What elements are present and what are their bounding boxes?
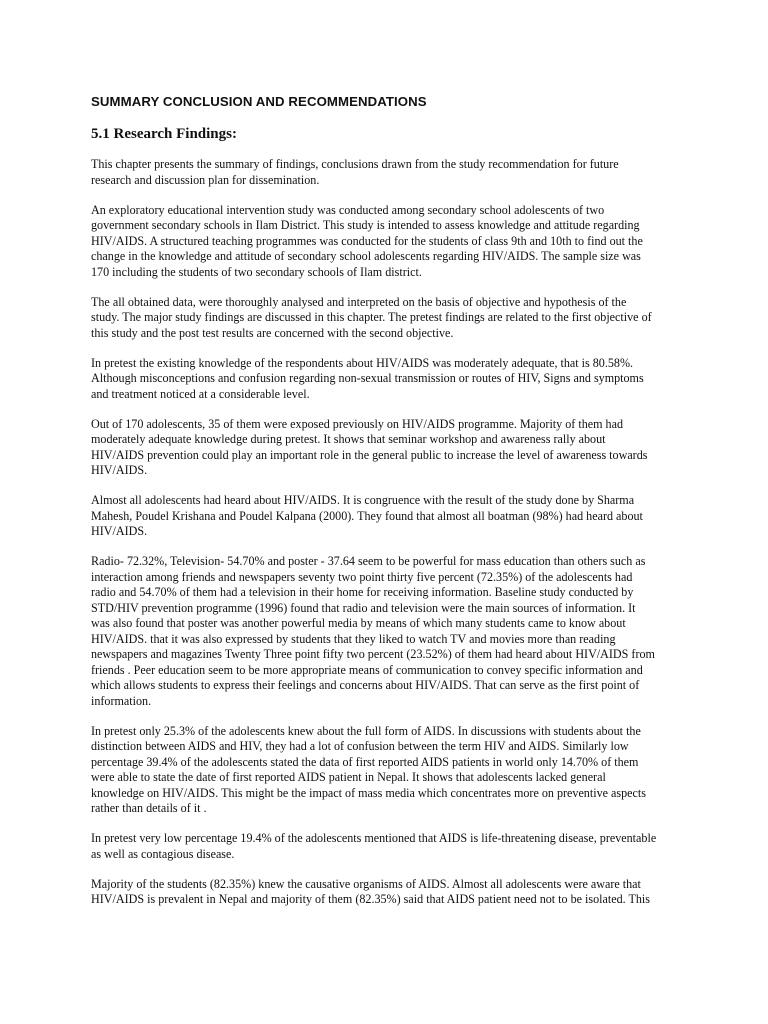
chapter-title: SUMMARY CONCLUSION AND RECOMMENDATIONS bbox=[91, 94, 427, 109]
paragraph-causative-organisms: Majority of the students (82.35%) knew the causative organisms of AIDS. Almost all adolescents were aware that HIV/AIDS is prevalent in Nepal and majority of them (82.35%) said that AIDS patient need not to be isolated. This bbox=[91, 876, 650, 906]
paragraph-data-analysis: The all obtained data, were thoroughly analysed and interpreted on the basis of objective and hypothesis of the study. The major study findings are discussed in this chapter. The pretest findings are related to the first objective of this study and the post test results are concerned with the second objective. bbox=[91, 294, 652, 340]
document-body bbox=[91, 93, 685, 922]
section-title: 5.1 Research Findings: bbox=[91, 126, 237, 142]
paragraph-study-design: An exploratory educational intervention study was conducted among secondary school adolescents of two government secondary schools in Ilam District. This study is intended to assess knowledge and attitude regarding HIV/AIDS. A structured teaching programmes was conducted for the students of class 9th and 10th to find out the change in the knowledge and attitude of secondary school adolescents regarding HIV/AIDS. The sample size was 170 including the students of two secondary schools of Ilam district. bbox=[91, 202, 643, 279]
paragraph-life-threatening: In pretest very low percentage 19.4% of the adolescents mentioned that AIDS is life-threatening disease, preventable as well as contagious disease. bbox=[91, 831, 657, 861]
paragraph-media-sources: Radio- 72.32%, Television- 54.70% and poster - 37.64 seem to be powerful for mass education than others such as interaction among friends and newspapers seventy two point thirty five percent (72.35%) of the adolescents had radio and 54.70% of them had a television in their home for receiving information. Baseline study conducted by STD/HIV prevention programme (1996) found that radio and television were the main sources of information. It was also found that poster was another powerful media by means of which many students came to know about HIV/AIDS. that it was also expressed by students that they liked to watch TV and movies more than reading newspapers and magazines Twenty Three point fifty two percent (23.52%) of them had heard about HIV/AIDS from friends . Peer education seem to be more appropriate means of communication to convey specific information and which allows students to express their feelings and concerns about HIV/AIDS. That can serve as the first point of information. bbox=[91, 554, 655, 708]
paragraph-heard-about-hiv: Almost all adolescents had heard about HIV/AIDS. It is congruence with the result of the study done by Sharma Mahesh, Poudel Krishana and Poudel Kalpana (2000). They found that almost all boatman (98%) had heard about HIV/AIDS. bbox=[91, 493, 643, 538]
paragraph-full-form-aids: In pretest only 25.3% of the adolescents knew about the full form of AIDS. In discussions with students about the distinction between AIDS and HIV, they had a lot of confusion between the term HIV and AIDS. Similarly low percentage 39.4% of the adolescents stated the data of first reported AIDS patients in world only 14.70% of them were able to state the date of first reported AIDS patient in Nepal. It shows that adolescents lacked general knowledge on HIV/AIDS. This might be the impact of mass media which concentrates more on preventive aspects rather than details of it . bbox=[91, 723, 646, 815]
paragraph-intro: This chapter presents the summary of findings, conclusions drawn from the study recommendation for future research and discussion plan for dissemination. bbox=[91, 157, 619, 187]
paragraph-prior-exposure: Out of 170 adolescents, 35 of them were exposed previously on HIV/AIDS programme. Majority of them had moderately adequate knowledge during pretest. It shows that seminar workshop and awareness rally about HIV/AIDS prevention could play an important role in the general public to increase the level of awareness towards HIV/AIDS. bbox=[91, 416, 648, 477]
paragraph-pretest-knowledge: In pretest the existing knowledge of the respondents about HIV/AIDS was moderately adequate, that is 80.58%. Although misconceptions and confusion regarding non-sexual transmission or routes of HIV, Signs and symptoms and treatment noticed at a considerable level. bbox=[91, 355, 644, 401]
